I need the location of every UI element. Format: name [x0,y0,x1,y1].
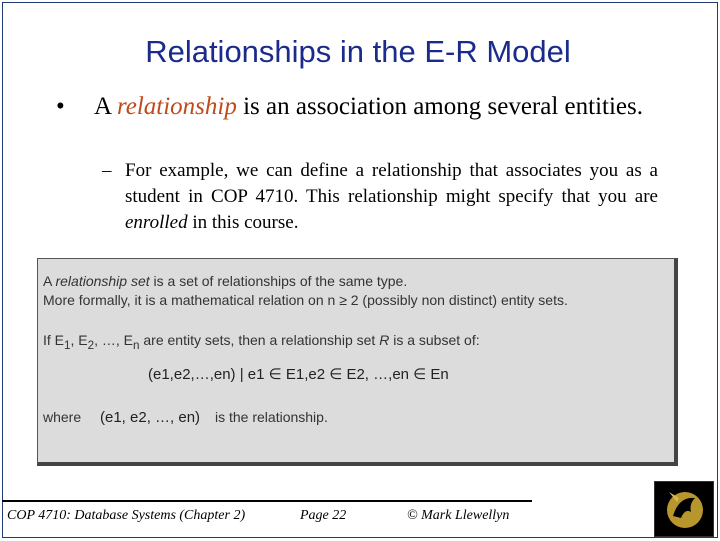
sub-n: n [133,338,140,352]
footer-rule [2,500,532,502]
tuple-formula [100,409,200,426]
sub-1: 1 [64,338,71,352]
box-line-3-d: are entity sets, then a relationship set [139,332,380,348]
box-line-1-post: is a set of relationships of the same type. [149,273,408,289]
slide-title: Relationships in the E-R Model [145,34,571,69]
formula-set-expr: (e1,e2,…,en) | e1 ∈ E1,e2 ∈ E2, …,en ∈ En [148,366,449,383]
where-label: where [43,409,82,425]
sub-2: 2 [87,338,95,352]
footer-author: © Mark Llewellyn [407,508,510,523]
box-line-1-term: relationship set [55,273,150,289]
box-line-2: More formally, it is a mathematical relation on n ≥ 2 (possibly non distinct) entity sets. [43,292,568,308]
definition-box [37,258,678,466]
sub-bullet-text2: in this course. [187,212,299,233]
sub-bullet-text1: For example, we can define a relationship that associates you as a student in COP 4710. This relationship might specify that you are [125,160,658,207]
box-line-3-e: is a subset of: [389,332,480,348]
sub-bullet [102,158,658,236]
box-line-1-pre: A [43,273,56,289]
box-line-3-b: , E [70,332,88,348]
footer-page: Page 22 [300,508,347,523]
box-line-3-c: , …, E [94,332,134,348]
bullet-term: relationship [116,93,237,120]
sub-bullet-em: enrolled [125,212,188,233]
box-line-3-R: R [379,332,390,348]
footer-course: COP 4710: Database Systems (Chapter 2) [7,508,246,523]
university-logo [654,481,714,537]
bullet-text [94,92,660,122]
sub-bullet-marker: – [102,160,112,181]
bullet-post: is an association among several entities. [236,93,643,120]
is-relationship-text: is the relationship. [215,409,328,425]
main-bullet [56,92,660,122]
bullet-pre: A [94,93,117,120]
formula-tuple-expr: (e1, e2, …, en) [100,409,201,426]
relationship-set-formula [148,365,449,383]
box-line-3-a: If E [43,332,65,348]
box-line-3 [43,332,480,352]
footer [0,500,720,536]
sub-bullet-text [125,158,658,236]
pegasus-logo-icon [655,482,713,536]
box-line-1 [43,273,407,289]
bullet-marker: • [56,93,65,120]
